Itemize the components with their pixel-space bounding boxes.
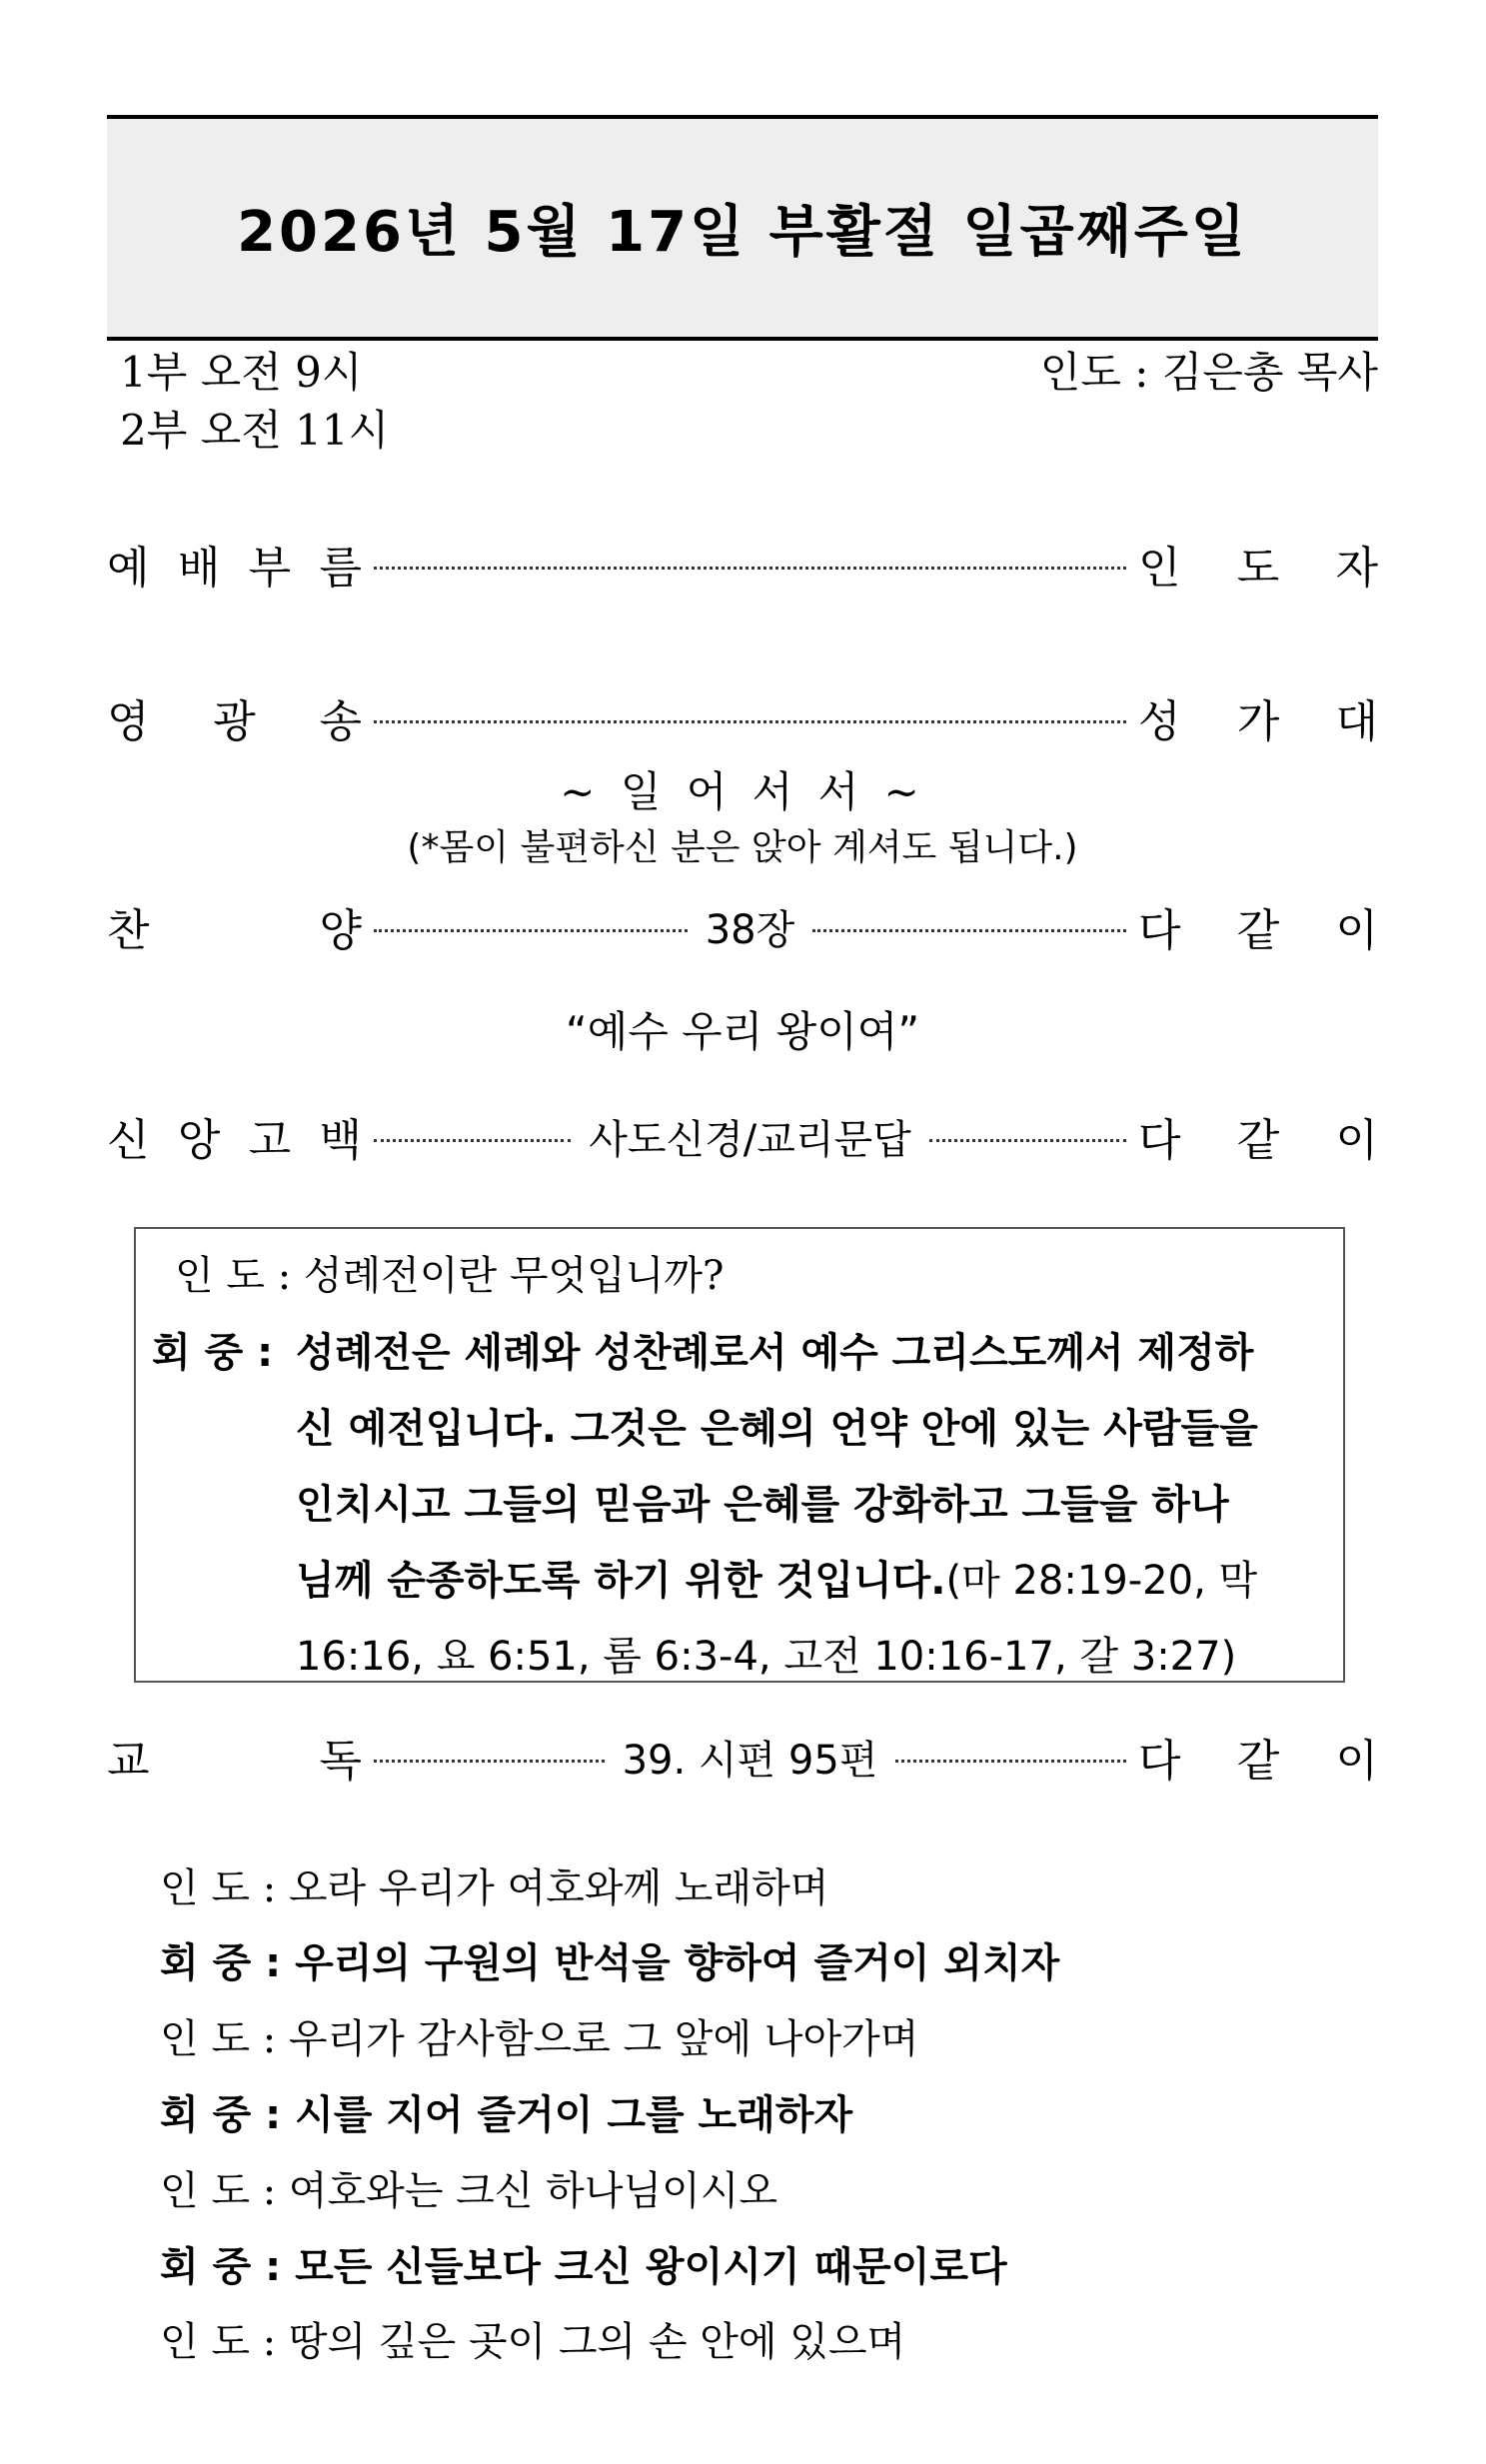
service-time-first: 1부 오전 9시 <box>120 348 363 397</box>
order-item-performer <box>1138 685 1378 749</box>
label-char: 신 <box>107 1115 150 1166</box>
performer-char: 자 <box>1335 543 1378 594</box>
label-char: 앙 <box>177 1115 221 1166</box>
role-label: 인 도 : <box>160 2016 277 2062</box>
reading-line-congregation <box>160 2083 852 2140</box>
order-row-creed <box>107 1101 1378 1171</box>
label-char: 찬 <box>107 905 150 956</box>
service-leader: 인도 : 김은총 목사 <box>1039 348 1378 397</box>
reading-text: 여호와는 크신 하나님이시오 <box>288 2168 778 2214</box>
performer-char: 이 <box>1335 1736 1378 1787</box>
performer-char: 이 <box>1335 1115 1378 1166</box>
label-char: 고 <box>248 1115 292 1166</box>
performer-char: 성 <box>1138 696 1181 747</box>
catechism-answer-line: 인치시고 그들의 믿음과 은혜를 강화하고 그들을 하나 <box>296 1482 1229 1528</box>
role-label: 인 도 : <box>160 2319 277 2365</box>
role-label: 회 중 : <box>160 2244 282 2290</box>
reading-line-leader <box>160 1856 828 1913</box>
creed-name: 사도신경/교리문답 <box>589 1116 911 1163</box>
catechism-answer-line: 님께 순종하도록 하기 위한 것입니다. <box>296 1558 946 1604</box>
label-char: 양 <box>319 905 362 956</box>
order-item-label <box>107 1104 362 1168</box>
catechism-question-line <box>175 1244 724 1301</box>
performer-char: 다 <box>1138 1736 1181 1787</box>
scripture-reference-cont: 16:16, 요 6:51, 롬 6:3-4, 고전 10:16-17, 갈 3:27) <box>296 1634 1237 1680</box>
stand-notice: ~ 일 어 서 서 ~ <box>560 767 925 816</box>
performer-char: 같 <box>1236 1115 1280 1166</box>
order-item-performer <box>1138 532 1378 596</box>
reading-line-leader <box>160 2159 777 2216</box>
label-char: 광 <box>213 696 256 747</box>
page-title: 2026년 5월 17일 부활절 일곱째주일 <box>237 200 1248 265</box>
role-label: 인 도 : <box>160 2168 277 2214</box>
label-char: 교 <box>107 1736 150 1787</box>
performer-char: 가 <box>1236 696 1280 747</box>
catechism-answer-line: 성례전은 세례와 성찬례로서 예수 그리스도께서 제정하 <box>296 1330 1254 1376</box>
catechism-question: 성례전이란 무엇입니까? <box>303 1253 725 1299</box>
order-item-performer <box>1138 1104 1378 1168</box>
order-row-gloria <box>107 682 1378 752</box>
label-char: 예 <box>107 543 150 594</box>
label-char: 송 <box>319 696 362 747</box>
hymn-title: “예수 우리 왕이여” <box>565 1007 920 1056</box>
title-box <box>107 115 1378 341</box>
reading-text: 우리의 구원의 반석을 향하여 즐거이 외치자 <box>295 1940 1060 1986</box>
performer-char: 다 <box>1138 905 1181 956</box>
reading-line-leader <box>160 2007 918 2064</box>
performer-char: 대 <box>1335 696 1378 747</box>
order-item-performer <box>1138 1725 1378 1789</box>
order-row-responsive-reading <box>107 1722 1378 1792</box>
reading-line-leader <box>160 2310 905 2367</box>
leader-label: 인 도 : <box>175 1253 292 1299</box>
role-label: 인 도 : <box>160 1865 277 1911</box>
reading-text: 시를 지어 즐거이 그를 노래하자 <box>295 2092 853 2138</box>
label-char: 영 <box>107 696 150 747</box>
scripture-reference: (마 28:19-20, 막 <box>945 1558 1258 1604</box>
reading-text: 우리가 감사함으로 그 앞에 나아가며 <box>288 2016 919 2062</box>
dot-leader <box>929 1139 1126 1142</box>
order-row-call-to-worship <box>107 529 1378 599</box>
service-time-second: 2부 오전 11시 <box>120 406 390 455</box>
dot-leader <box>374 720 1126 723</box>
performer-char: 다 <box>1138 1115 1181 1166</box>
stand-note: (*몸이 불편하신 분은 앉아 계셔도 됩니다.) <box>407 827 1078 868</box>
order-item-performer <box>1138 894 1378 958</box>
label-char: 독 <box>319 1736 362 1787</box>
role-label: 회 중 : <box>160 1940 282 1986</box>
dot-leader <box>374 929 688 932</box>
reading-line-congregation <box>160 1931 1059 1988</box>
order-item-label <box>107 894 362 958</box>
label-char: 부 <box>248 543 292 594</box>
order-row-hymn <box>107 891 1378 961</box>
reading-text: 땅의 깊은 곳이 그의 손 안에 있으며 <box>288 2319 906 2365</box>
reading-text: 오라 우리가 여호와께 노래하며 <box>288 1865 829 1911</box>
reading-title: 39. 시편 95편 <box>622 1737 878 1784</box>
dot-leader <box>812 929 1126 932</box>
performer-char: 인 <box>1138 543 1181 594</box>
order-item-label <box>107 532 362 596</box>
catechism-answer-last-line <box>296 1549 1257 1606</box>
role-label: 회 중 : <box>160 2092 282 2138</box>
performer-char: 같 <box>1236 1736 1280 1787</box>
performer-char: 이 <box>1335 905 1378 956</box>
order-item-label <box>107 685 362 749</box>
performer-char: 도 <box>1236 543 1280 594</box>
label-char: 백 <box>319 1115 362 1166</box>
reading-text: 모든 신들보다 크신 왕이시기 때문이로다 <box>295 2244 1007 2290</box>
label-char: 름 <box>319 543 362 594</box>
congregation-label: 회 중 : <box>152 1330 274 1376</box>
performer-char: 같 <box>1236 905 1280 956</box>
dot-leader <box>374 1760 605 1763</box>
catechism-answer-line: 신 예전입니다. 그것은 은혜의 언약 안에 있는 사람들을 <box>296 1406 1258 1452</box>
reading-line-congregation <box>160 2235 1007 2292</box>
dot-leader <box>374 1139 571 1142</box>
order-item-label <box>107 1725 362 1789</box>
dot-leader <box>374 567 1126 570</box>
hymn-number: 38장 <box>705 906 795 953</box>
dot-leader <box>895 1760 1126 1763</box>
label-char: 배 <box>177 543 221 594</box>
